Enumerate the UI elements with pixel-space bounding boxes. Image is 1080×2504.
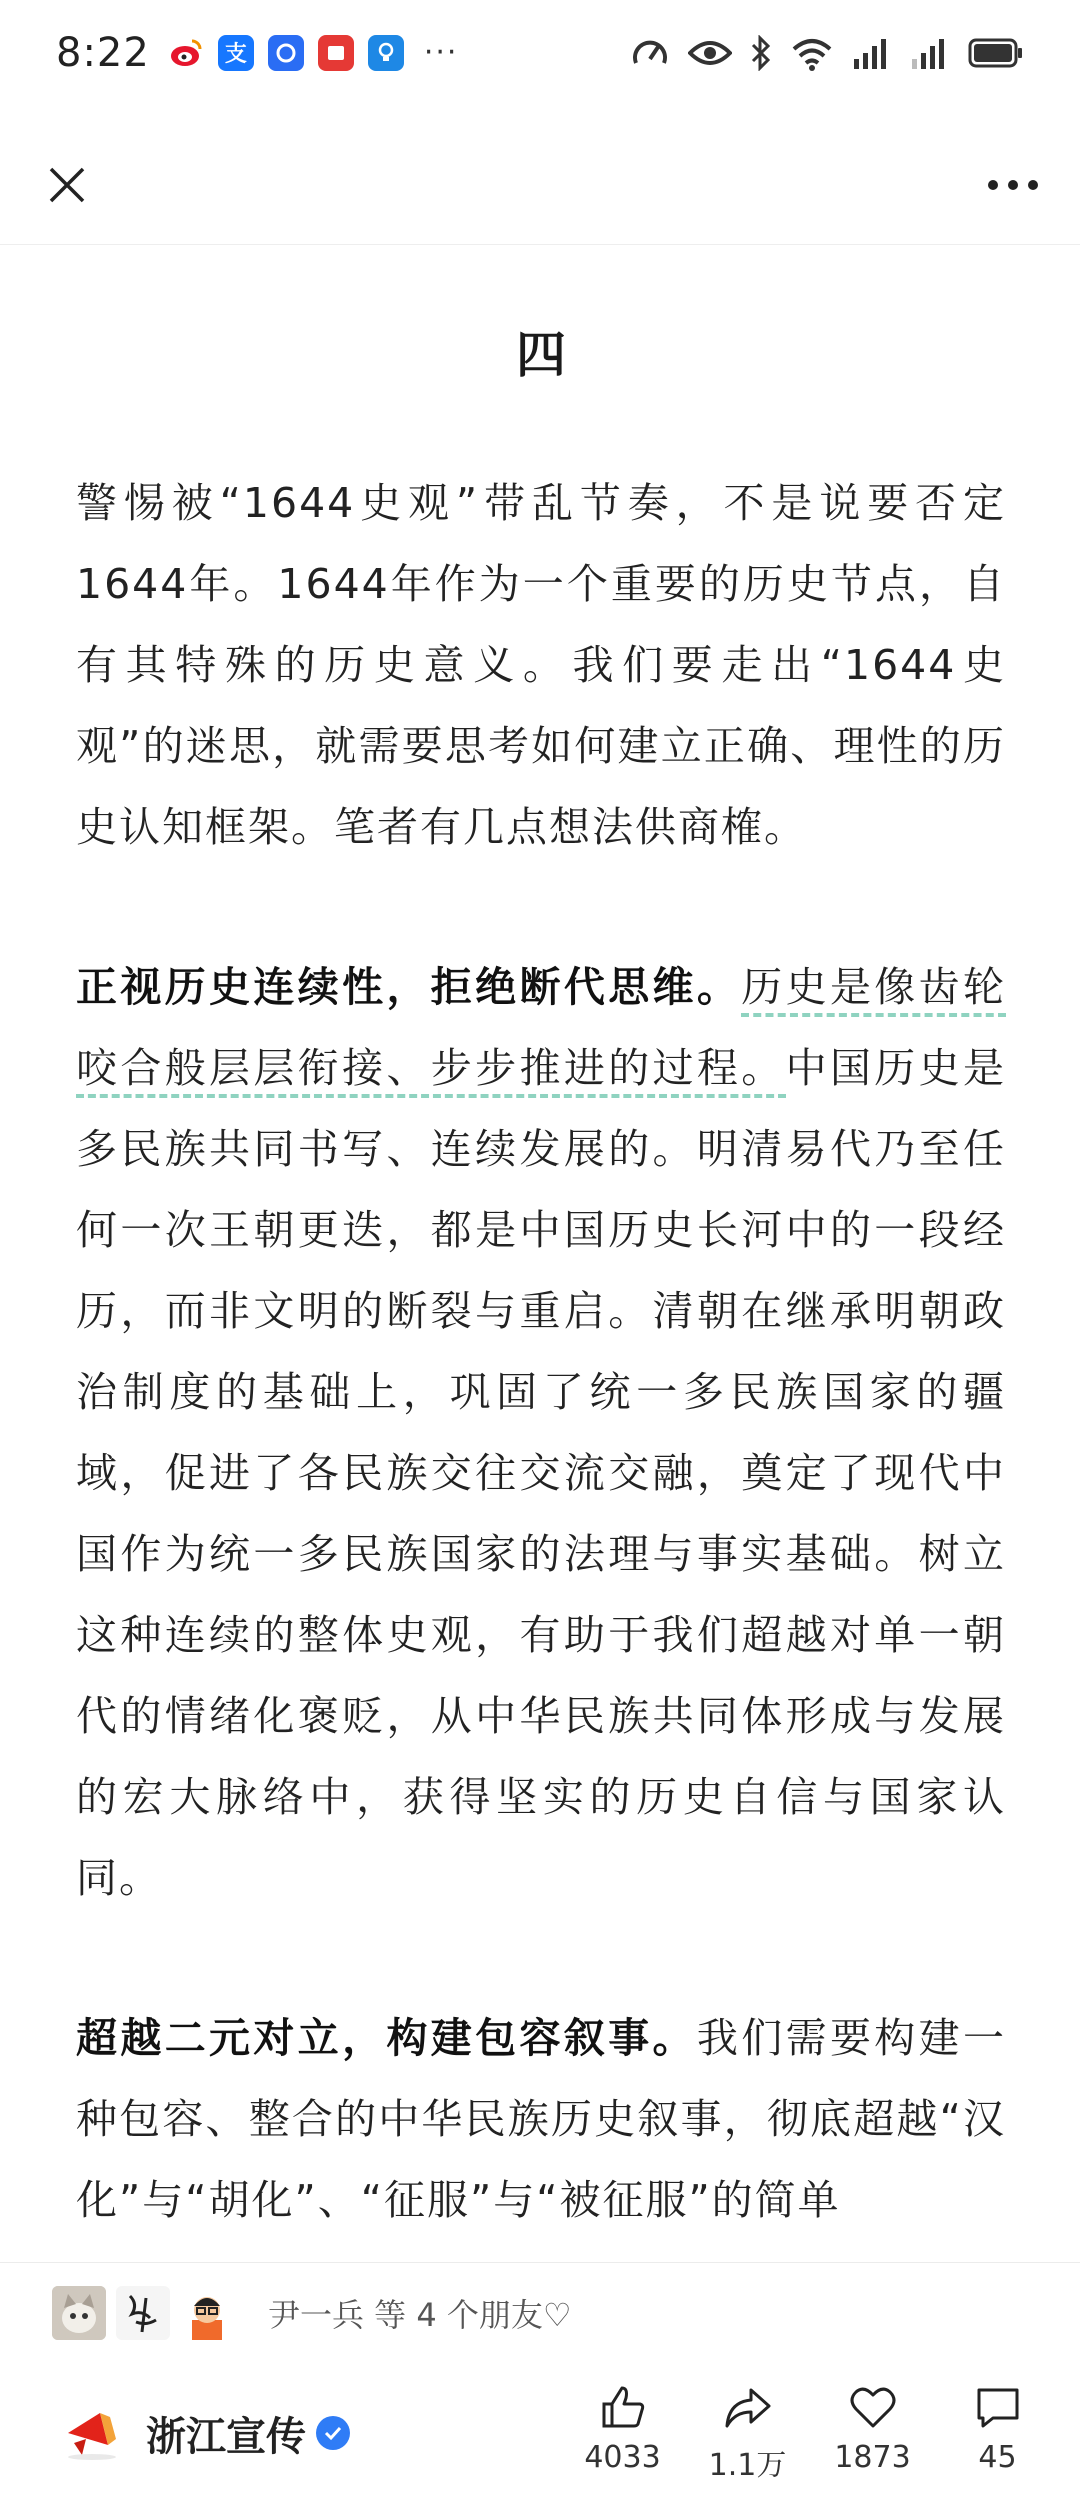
status-more-icon: ··· <box>423 35 459 70</box>
paragraph-lead: 正视历史连续性，拒绝断代思维。 <box>76 963 742 1011</box>
status-bar <box>0 0 1080 105</box>
section-title: 四 <box>516 326 566 384</box>
signal-icon <box>852 35 892 71</box>
article-paragraph-3 <box>76 1998 1006 2241</box>
eye-icon <box>688 35 732 71</box>
article-body <box>76 300 1006 2320</box>
app-icon-red <box>318 35 354 71</box>
comment-button[interactable] <box>943 2382 1053 2484</box>
article-paragraph-2 <box>76 947 1006 1919</box>
friends-liked-row[interactable] <box>0 2262 1080 2362</box>
highlighted-sentence[interactable]: 历史是像齿轮咬合般层层衔接、步步推进的过程。 <box>76 963 1006 1098</box>
paragraph-text: 警惕被“1644史观”带乱节奏，不是说要否定1644年。1644年作为一个重要的历史节点，自有其特殊的历史意义。我们要走出“1644史观”的迷思，就需要思考如何建立正确、理性的历史认知框架。笔者有几点想法供商榷。 <box>76 479 1006 851</box>
favorite-button[interactable] <box>818 2382 928 2484</box>
heart-icon <box>848 2382 898 2432</box>
thumbs-up-icon <box>598 2382 648 2432</box>
like-count: 4033 <box>584 2440 661 2475</box>
status-time: 8:22 <box>56 29 150 76</box>
like-button[interactable] <box>568 2382 678 2484</box>
bulb-app-icon <box>368 35 404 71</box>
friends-liked-text: 尹一兵 等 4 个朋友♡ <box>268 2295 572 2334</box>
bottom-action-bar <box>0 2362 1080 2504</box>
verified-badge-icon <box>316 2416 350 2450</box>
comment-icon <box>973 2382 1023 2432</box>
battery-icon <box>968 35 1024 71</box>
publisher-name[interactable]: 浙江宣传 <box>146 2413 306 2460</box>
speed-icon <box>630 33 670 73</box>
favorite-count: 1873 <box>834 2440 911 2475</box>
bluetooth-icon <box>750 35 772 71</box>
more-dots-icon <box>987 179 1039 191</box>
friend-avatar-cat <box>52 2286 106 2340</box>
close-button[interactable] <box>32 150 102 220</box>
paragraph-text: 我们需要构建一种包容、整合的中华民族历史叙事，彻底超越“汉化”与“胡化”、“征服”与“被征服”的简单 <box>76 2014 1007 2224</box>
paragraph-text: 中国历史是多民族共同书写、连续发展的。明清易代乃至任何一次王朝更迭，都是中国历史长河中的一段经历，而非文明的断裂与重启。清朝在继承明朝政治制度的基础上，巩固了统一多民族国家的疆域，促进了各民族交往交流交融，奠定了现代中国作为统一多民族国家的法理与事实基础。树立这种连续的整体史观，有助于我们超越对单一朝代的情绪化褒贬，从中华民族共同体形成与发展的宏大脉络中，获得坚实的历史自信与国家认同。 <box>76 1044 1007 1902</box>
publisher-info[interactable] <box>0 2399 560 2467</box>
share-button[interactable] <box>693 2382 803 2484</box>
nav-bar <box>0 125 1080 245</box>
share-count: 1.1万 <box>708 2448 787 2483</box>
friend-avatar-cartoon <box>180 2286 234 2340</box>
share-arrow-icon <box>723 2382 773 2432</box>
article-paragraph-1 <box>76 463 1006 868</box>
close-icon <box>45 163 89 207</box>
weibo-app-icon <box>168 35 204 71</box>
app-icon-blue <box>268 35 304 71</box>
comment-count: 45 <box>978 2440 1017 2475</box>
signal-icon-2 <box>910 35 950 71</box>
friend-avatar-calligraphy <box>116 2286 170 2340</box>
heart-outline-icon: ♡ <box>542 2295 572 2334</box>
alipay-app-icon: 支 <box>218 35 254 71</box>
wifi-icon <box>790 35 834 71</box>
paragraph-lead: 超越二元对立，构建包容叙事。 <box>76 2014 697 2062</box>
engagement-actions <box>560 2382 1080 2484</box>
more-options-button[interactable] <box>978 150 1048 220</box>
publisher-logo <box>60 2399 124 2467</box>
